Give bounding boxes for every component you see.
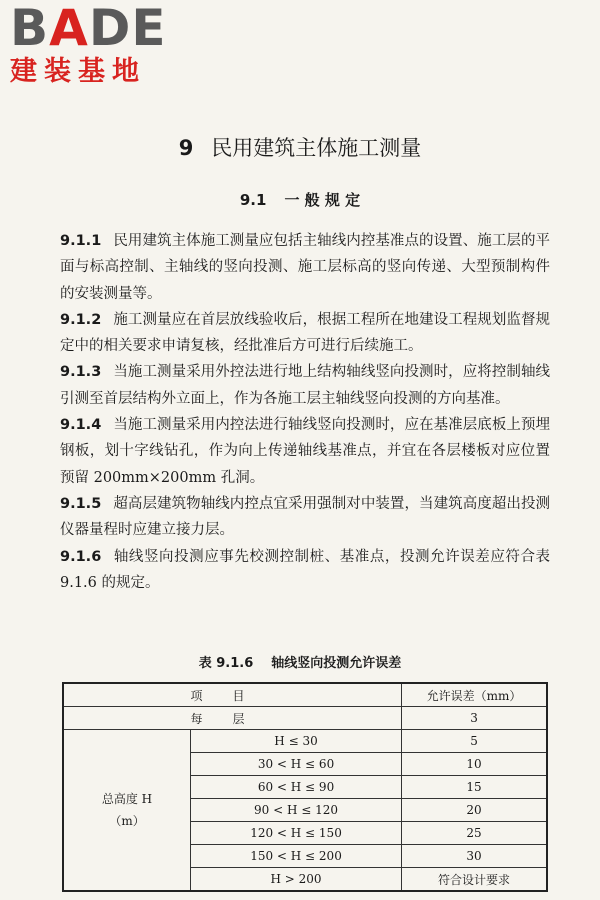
tolerance-value: 25 bbox=[402, 822, 547, 845]
logo-subtitle: 建装基地 bbox=[10, 56, 146, 87]
table-caption bbox=[0, 652, 600, 671]
clause bbox=[60, 359, 550, 412]
total-height-text: 总高度 H bbox=[101, 792, 153, 806]
clause-text: 轴线竖向投测应事先校测控制桩、基准点，投测允许误差应符合表 9.1.6 的规定。 bbox=[60, 548, 550, 591]
clause bbox=[60, 491, 550, 544]
clause-text: 超高层建筑物轴线内控点宜采用强制对中装置，当建筑高度超出投测仪器量程时应建立接力层。 bbox=[60, 495, 550, 539]
clause-text: 当施工测量采用外控法进行地上结构轴线竖向投测时，应将控制轴线引测至首层结构外立面上，作为各施工层主轴线竖向投测的方向基准。 bbox=[60, 364, 550, 407]
clause-number: 9.1.2 bbox=[60, 311, 102, 328]
total-height-unit: （m） bbox=[109, 814, 145, 828]
header-tolerance: 允许误差（mm） bbox=[402, 683, 547, 707]
logo-letters-de: DE bbox=[88, 0, 167, 57]
tolerance-value: 10 bbox=[402, 753, 547, 776]
section-number: 9.1 bbox=[239, 191, 267, 209]
height-range: 120 < H ≤ 150 bbox=[191, 822, 402, 845]
per-floor-value: 3 bbox=[402, 707, 547, 730]
clause-number: 9.1.5 bbox=[60, 495, 102, 512]
table-row bbox=[63, 707, 547, 730]
table-caption-number: 表 9.1.6 bbox=[198, 656, 254, 671]
clause bbox=[60, 307, 550, 360]
per-floor-label: 每层 bbox=[63, 707, 402, 730]
chapter-title-text: 民用建筑主体施工测量 bbox=[211, 136, 422, 160]
section-title bbox=[0, 189, 600, 210]
chapter-number: 9 bbox=[178, 136, 194, 160]
height-range: 150 < H ≤ 200 bbox=[191, 845, 402, 868]
height-range: 90 < H ≤ 120 bbox=[191, 799, 402, 822]
clause bbox=[60, 544, 550, 597]
clause-text: 民用建筑主体施工测量应包括主轴线内控基准点的设置、施工层的平面与标高控制、主轴线的竖向投测、施工层标高的竖向传递、大型预制构件的安装测量等。 bbox=[60, 233, 550, 302]
height-range: 30 < H ≤ 60 bbox=[191, 753, 402, 776]
section-title-text: 一 般 规 定 bbox=[284, 191, 361, 209]
chapter-title bbox=[0, 132, 600, 162]
logo-letter-b: B bbox=[10, 0, 50, 57]
table-row bbox=[63, 730, 547, 753]
tolerance-value: 5 bbox=[402, 730, 547, 753]
clause-list bbox=[60, 228, 550, 596]
tolerance-value: 20 bbox=[402, 799, 547, 822]
tolerance-value: 15 bbox=[402, 776, 547, 799]
logo-letter-a: A bbox=[49, 0, 89, 57]
clause-number: 9.1.6 bbox=[60, 548, 102, 565]
tolerance-table bbox=[62, 682, 548, 892]
header-item: 项目 bbox=[63, 683, 402, 707]
brand-logo bbox=[10, 2, 190, 88]
clause-text: 施工测量应在首层放线验收后，根据工程所在地建设工程规划监督规定中的相关要求申请复核，经批准后方可进行后续施工。 bbox=[60, 311, 550, 355]
table-caption-title: 轴线竖向投测允许误差 bbox=[271, 656, 402, 671]
total-height-label bbox=[63, 730, 191, 892]
table-header-row bbox=[63, 683, 547, 707]
clause bbox=[60, 228, 550, 307]
clause-number: 9.1.4 bbox=[60, 417, 102, 434]
clause-text: 当施工测量采用内控法进行轴线竖向投测时，应在基准层底板上预埋钢板，划十字线钻孔，作为向上传递轴线基准点，并宜在各层楼板对应位置预留 200mm×200mm 孔洞。 bbox=[60, 417, 550, 486]
tolerance-value: 符合设计要求 bbox=[402, 868, 547, 892]
logo-wordmark bbox=[10, 0, 190, 57]
clause-number: 9.1.1 bbox=[60, 233, 102, 249]
height-range: H > 200 bbox=[191, 868, 402, 892]
clause bbox=[60, 412, 550, 491]
clause-number: 9.1.3 bbox=[60, 364, 102, 381]
height-range: H ≤ 30 bbox=[191, 730, 402, 753]
tolerance-value: 30 bbox=[402, 845, 547, 868]
height-range: 60 < H ≤ 90 bbox=[191, 776, 402, 799]
